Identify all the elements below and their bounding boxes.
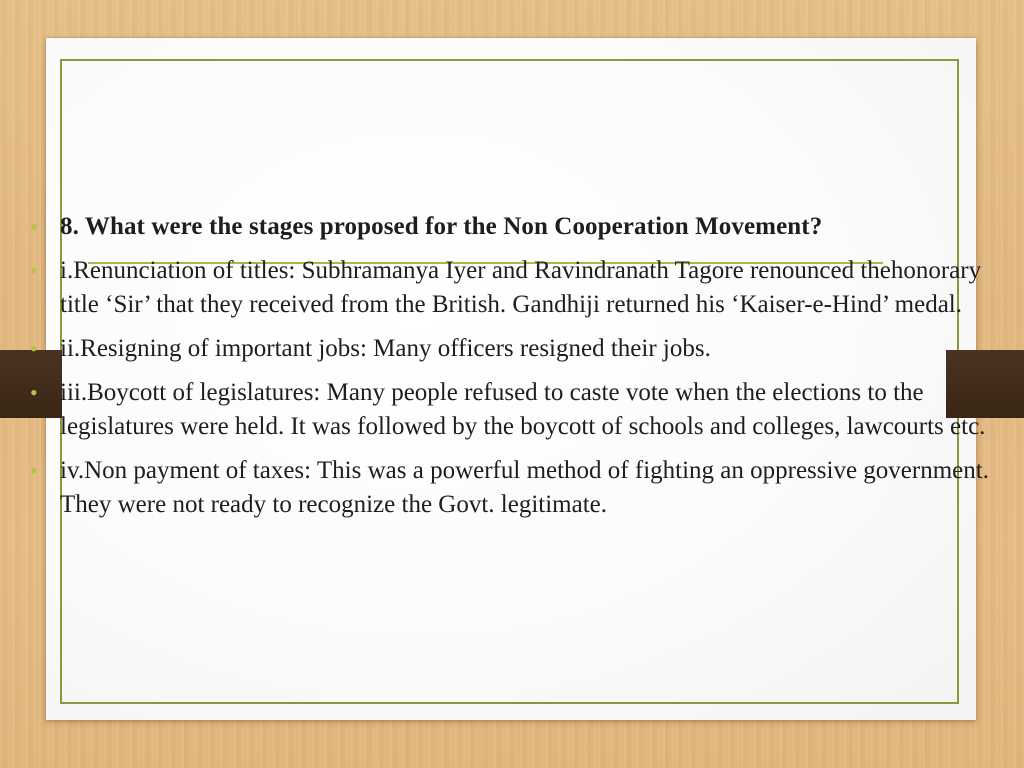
bullet-text: iii.Boycott of legislatures: Many people refused to caste vote when the elections to the legislatures were held. It was followed by the boycott of schools and colleges, lawcourts etc.: [60, 379, 986, 440]
bullet-item-renunciation: [0, 254, 1024, 322]
bullet-dot-icon: •: [30, 458, 38, 483]
bullet-text: 8. What were the stages proposed for the Non Cooperation Movement?: [60, 213, 823, 240]
bullet-text: i.Renunciation of titles: Subhramanya Iyer and Ravindranath Tagore renounced thehonorary title ‘Sir’ that they received from the British. Gandhiji returned his ‘Kaiser-e-Hind’ medal.: [60, 257, 982, 318]
bullet-dot-icon: •: [30, 258, 38, 283]
bullet-item-question: [0, 210, 1024, 244]
bullet-item-resigning: [0, 332, 1024, 366]
bullet-text: iv.Non payment of taxes: This was a powerful method of fighting an oppressive government. They were not ready to recognize the Govt. legitimate.: [60, 457, 989, 518]
bullet-text: ii.Resigning of important jobs: Many officers resigned their jobs.: [60, 335, 711, 362]
bullet-dot-icon: •: [30, 214, 38, 239]
bullet-item-boycott: [0, 376, 1024, 444]
bullet-dot-icon: •: [30, 336, 38, 361]
bullet-dot-icon: •: [30, 380, 38, 405]
slide-content: [0, 210, 1024, 532]
bullet-item-non-payment: [0, 454, 1024, 522]
